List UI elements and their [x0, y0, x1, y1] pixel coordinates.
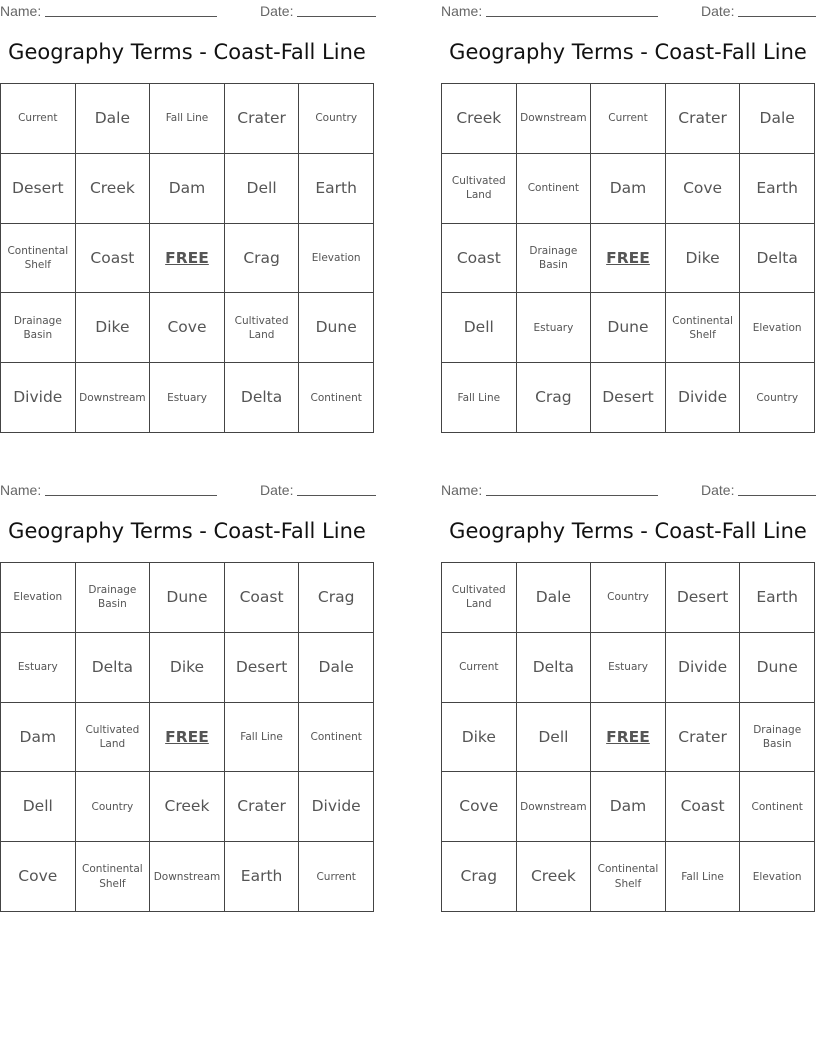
bingo-cell[interactable]: Desert: [1, 154, 76, 224]
name-label: Name:: [441, 482, 483, 498]
bingo-cell[interactable]: Dam: [150, 154, 225, 224]
bingo-cell[interactable]: Cove: [150, 293, 225, 363]
bingo-cell[interactable]: Dike: [150, 633, 225, 703]
name-blank-line[interactable]: [486, 16, 658, 17]
date-label: Date:: [260, 482, 294, 498]
bingo-cell[interactable]: Crag: [517, 363, 592, 433]
bingo-cell[interactable]: Country: [299, 84, 374, 154]
bingo-cell[interactable]: Crag: [442, 842, 517, 912]
bingo-cell[interactable]: Creek: [150, 772, 225, 842]
bingo-cell[interactable]: Cultivated Land: [225, 293, 300, 363]
bingo-grid: [0, 562, 374, 912]
bingo-cell[interactable]: Continental Shelf: [666, 293, 741, 363]
bingo-cell[interactable]: Earth: [740, 154, 815, 224]
bingo-cell[interactable]: Dam: [591, 154, 666, 224]
bingo-cell[interactable]: Dell: [225, 154, 300, 224]
bingo-cell[interactable]: Continent: [299, 363, 374, 433]
bingo-cell[interactable]: Drainage Basin: [76, 563, 151, 633]
bingo-card: [0, 0, 376, 440]
free-space-cell[interactable]: FREE: [591, 224, 666, 294]
bingo-cell[interactable]: Dell: [517, 703, 592, 773]
name-label: Name:: [0, 482, 42, 498]
bingo-cell[interactable]: Dam: [1, 703, 76, 773]
bingo-cell[interactable]: Drainage Basin: [517, 224, 592, 294]
bingo-cell[interactable]: Coast: [666, 772, 741, 842]
date-blank-line[interactable]: [738, 16, 816, 17]
bingo-cell[interactable]: Fall Line: [225, 703, 300, 773]
date-label: Date:: [701, 3, 735, 19]
bingo-cell[interactable]: Coast: [76, 224, 151, 294]
bingo-cell[interactable]: Estuary: [591, 633, 666, 703]
bingo-cell[interactable]: Current: [591, 84, 666, 154]
date-blank-line[interactable]: [297, 16, 376, 17]
bingo-cell[interactable]: Dune: [299, 293, 374, 363]
bingo-card: [441, 0, 816, 440]
bingo-cell[interactable]: Earth: [299, 154, 374, 224]
bingo-cell[interactable]: Divide: [666, 633, 741, 703]
bingo-cell[interactable]: Continent: [740, 772, 815, 842]
name-date-header: [0, 480, 376, 500]
bingo-cell[interactable]: Country: [76, 772, 151, 842]
name-date-header: [0, 1, 376, 21]
bingo-cell[interactable]: Desert: [591, 363, 666, 433]
bingo-cell[interactable]: Drainage Basin: [1, 293, 76, 363]
bingo-cell[interactable]: Desert: [666, 563, 741, 633]
bingo-cell[interactable]: Dune: [591, 293, 666, 363]
bingo-cell[interactable]: Dale: [299, 633, 374, 703]
bingo-cell[interactable]: Downstream: [76, 363, 151, 433]
card-title: Geography Terms - Coast-Fall Line: [8, 40, 366, 64]
bingo-cell[interactable]: Cove: [1, 842, 76, 912]
bingo-cell[interactable]: Downstream: [517, 84, 592, 154]
bingo-cell[interactable]: Coast: [225, 563, 300, 633]
bingo-cell[interactable]: Dune: [740, 633, 815, 703]
bingo-cell[interactable]: Earth: [740, 563, 815, 633]
free-space-cell[interactable]: FREE: [150, 703, 225, 773]
date-blank-line[interactable]: [297, 495, 376, 496]
bingo-cell[interactable]: Dam: [591, 772, 666, 842]
bingo-cell[interactable]: Creek: [76, 154, 151, 224]
bingo-grid: [441, 562, 815, 912]
bingo-cell[interactable]: Cultivated Land: [442, 563, 517, 633]
bingo-cell[interactable]: Downstream: [150, 842, 225, 912]
bingo-cell[interactable]: Crater: [666, 84, 741, 154]
card-title: Geography Terms - Coast-Fall Line: [449, 40, 807, 64]
name-blank-line[interactable]: [45, 495, 217, 496]
bingo-cell[interactable]: Divide: [299, 772, 374, 842]
bingo-cell[interactable]: Earth: [225, 842, 300, 912]
bingo-cell[interactable]: Desert: [225, 633, 300, 703]
bingo-cell[interactable]: Fall Line: [442, 363, 517, 433]
bingo-cell[interactable]: Current: [1, 84, 76, 154]
bingo-cell[interactable]: Drainage Basin: [740, 703, 815, 773]
bingo-cell[interactable]: Dale: [740, 84, 815, 154]
bingo-cell[interactable]: Dike: [666, 224, 741, 294]
bingo-cell[interactable]: Continent: [517, 154, 592, 224]
bingo-cell[interactable]: Dike: [442, 703, 517, 773]
free-space-cell[interactable]: FREE: [591, 703, 666, 773]
name-blank-line[interactable]: [486, 495, 658, 496]
bingo-cell[interactable]: Elevation: [299, 224, 374, 294]
bingo-cell[interactable]: Crater: [225, 84, 300, 154]
bingo-cell[interactable]: Cove: [666, 154, 741, 224]
bingo-cell[interactable]: Dune: [150, 563, 225, 633]
name-date-header: [441, 1, 816, 21]
date-label: Date:: [701, 482, 735, 498]
bingo-cell[interactable]: Divide: [1, 363, 76, 433]
name-label: Name:: [441, 3, 483, 19]
bingo-cell[interactable]: Continental Shelf: [1, 224, 76, 294]
bingo-card: [441, 479, 816, 919]
bingo-cell[interactable]: Creek: [442, 84, 517, 154]
bingo-cell[interactable]: Cultivated Land: [76, 703, 151, 773]
bingo-cell[interactable]: Coast: [442, 224, 517, 294]
card-title: Geography Terms - Coast-Fall Line: [449, 519, 807, 543]
bingo-cell[interactable]: Estuary: [150, 363, 225, 433]
bingo-cell[interactable]: Country: [591, 563, 666, 633]
bingo-grid: [0, 83, 374, 433]
bingo-cell[interactable]: Dike: [76, 293, 151, 363]
bingo-cell[interactable]: Creek: [517, 842, 592, 912]
bingo-cell[interactable]: Fall Line: [150, 84, 225, 154]
bingo-cell[interactable]: Dell: [442, 293, 517, 363]
free-space-cell[interactable]: FREE: [150, 224, 225, 294]
bingo-cell[interactable]: Elevation: [1, 563, 76, 633]
bingo-cell[interactable]: Dale: [517, 563, 592, 633]
bingo-cell[interactable]: Downstream: [517, 772, 592, 842]
bingo-cell[interactable]: Continental Shelf: [76, 842, 151, 912]
date-blank-line[interactable]: [738, 495, 816, 496]
name-blank-line[interactable]: [45, 16, 217, 17]
bingo-cell[interactable]: Country: [740, 363, 815, 433]
bingo-cell[interactable]: Fall Line: [666, 842, 741, 912]
bingo-cell[interactable]: Dell: [1, 772, 76, 842]
bingo-cell[interactable]: Cove: [442, 772, 517, 842]
bingo-cell[interactable]: Continent: [299, 703, 374, 773]
bingo-cell[interactable]: Elevation: [740, 842, 815, 912]
bingo-card: [0, 479, 376, 919]
bingo-cell[interactable]: Dale: [76, 84, 151, 154]
bingo-cell[interactable]: Delta: [740, 224, 815, 294]
bingo-cell[interactable]: Delta: [225, 363, 300, 433]
bingo-cell[interactable]: Divide: [666, 363, 741, 433]
bingo-cell[interactable]: Current: [299, 842, 374, 912]
bingo-cell[interactable]: Crater: [666, 703, 741, 773]
bingo-cell[interactable]: Crater: [225, 772, 300, 842]
bingo-cell[interactable]: Elevation: [740, 293, 815, 363]
bingo-cell[interactable]: Delta: [517, 633, 592, 703]
name-label: Name:: [0, 3, 42, 19]
date-label: Date:: [260, 3, 294, 19]
bingo-cell[interactable]: Estuary: [1, 633, 76, 703]
bingo-cell[interactable]: Cultivated Land: [442, 154, 517, 224]
bingo-grid: [441, 83, 815, 433]
bingo-cell[interactable]: Estuary: [517, 293, 592, 363]
card-title: Geography Terms - Coast-Fall Line: [8, 519, 366, 543]
bingo-cell[interactable]: Crag: [225, 224, 300, 294]
bingo-cell[interactable]: Delta: [76, 633, 151, 703]
name-date-header: [441, 480, 816, 500]
bingo-cell[interactable]: Continental Shelf: [591, 842, 666, 912]
bingo-cell[interactable]: Crag: [299, 563, 374, 633]
bingo-cell[interactable]: Current: [442, 633, 517, 703]
